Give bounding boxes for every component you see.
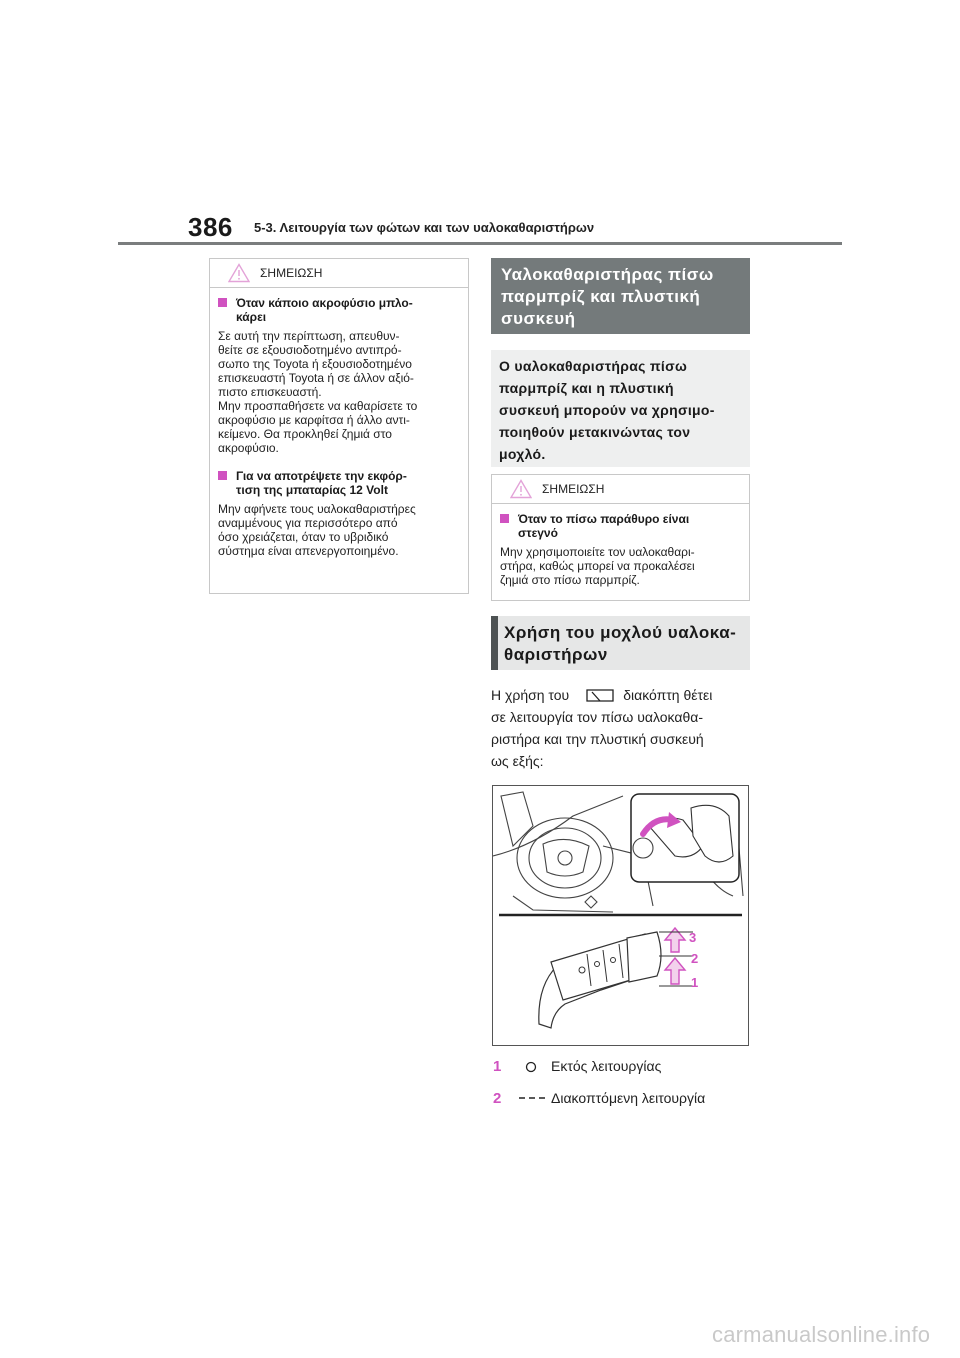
note-item — [492, 512, 749, 587]
body-line: Η χρήση του διακόπτη θέτει — [491, 687, 713, 703]
note-item — [210, 469, 468, 558]
body-line: ριστήρα και την πλυστική συσκευή — [491, 731, 704, 747]
note-header — [492, 475, 749, 504]
dashed-line-icon — [519, 1096, 545, 1100]
off-circle-icon — [525, 1061, 537, 1073]
legend-text: Εκτός λειτουργίας — [551, 1058, 662, 1074]
header-rule — [118, 242, 842, 245]
note-item-title: Όταν κάποιο ακροφύσιο μπλο- κάρει — [218, 296, 458, 324]
bullet-square-icon — [500, 514, 509, 523]
note-item-title: Για να αποτρέψετε την εκφόρ- τιση της μπαταρίας 12 Volt — [218, 469, 458, 497]
bullet-square-icon — [218, 298, 227, 307]
note-box-right — [491, 474, 750, 601]
illustration-svg — [493, 786, 748, 1045]
legend-text: Διακοπτόμενη λειτουργία — [551, 1090, 706, 1106]
watermark: carmanualsonline.info — [712, 1322, 931, 1347]
bullet-square-icon — [218, 471, 227, 480]
legend-item — [493, 1090, 753, 1110]
body-paragraph — [491, 684, 753, 772]
callout-2: 2 — [691, 951, 699, 966]
legend-number: 1 — [493, 1058, 502, 1075]
note-label: ΣΗΜΕΙΩΣΗ — [260, 266, 323, 280]
page-number: 386 — [188, 212, 233, 242]
callout-1: 1 — [691, 975, 699, 990]
note-item-text: Μην χρησιμοποιείτε τον υαλοκαθαρι- στήρα, καθώς μπορεί να προκαλέσει ζημιά στο πίσω παρμπρίζ. — [500, 545, 695, 587]
callout-3: 3 — [689, 930, 697, 945]
section-heading-lever: Χρήση του μοχλού υαλοκα- θαριστήρων — [491, 616, 750, 670]
note-item-text: Μην αφήνετε τους υαλοκαθαριστήρες αναμμένους για περισσότερο από όσο χρειάζεται, όταν το υβριδικό σύστημα είναι απενεργοποιημένο. — [218, 502, 416, 558]
note-item-text: Σε αυτή την περίπτωση, απευθυν- θείτε σε εξουσιοδοτημένο αντιπρό- σωπο της Toyota ή εξουσιοδοτημένο επισκευαστή Toyota ή σε άλλον αξιό- πιστο επισκευαστή. Μην προσπαθήσετε να καθαρίσετε το ακροφύσιο με καρφίτσα ή άλλο αντι- κείμενο. Θα προκληθεί ζημιά στο ακροφύσιο. — [218, 329, 418, 455]
note-item-title: Όταν το πίσω παράθυρο είναι στεγνό — [500, 512, 739, 540]
section-title: 5-3. Λειτουργία των φώτων και των υαλοκαθαριστήρων — [254, 220, 595, 235]
summary-box: Ο υαλοκαθαριστήρας πίσω παρμπρίζ και η πλυστική συσκευή μπορούν να χρησιμο- ποιηθούν μετακινώντας τον μοχλό. — [491, 350, 750, 467]
legend-number: 2 — [493, 1090, 502, 1107]
note-label: ΣΗΜΕΙΩΣΗ — [542, 482, 605, 496]
body-line: σε λειτουργία τον πίσω υαλοκαθα- — [491, 709, 703, 725]
body-line: ως εξής: — [491, 753, 544, 769]
note-header — [210, 259, 468, 288]
legend-item — [493, 1058, 753, 1078]
section-heading-rear-wiper: Υαλοκαθαριστήρας πίσω παρμπρίζ και πλυστική συσκευή — [491, 258, 750, 334]
rear-wiper-switch-icon — [585, 687, 615, 703]
warning-triangle-icon — [228, 263, 250, 283]
note-item — [210, 296, 468, 455]
wiper-lever-illustration — [492, 785, 749, 1046]
note-box-left — [209, 258, 469, 594]
warning-triangle-icon — [510, 479, 532, 499]
